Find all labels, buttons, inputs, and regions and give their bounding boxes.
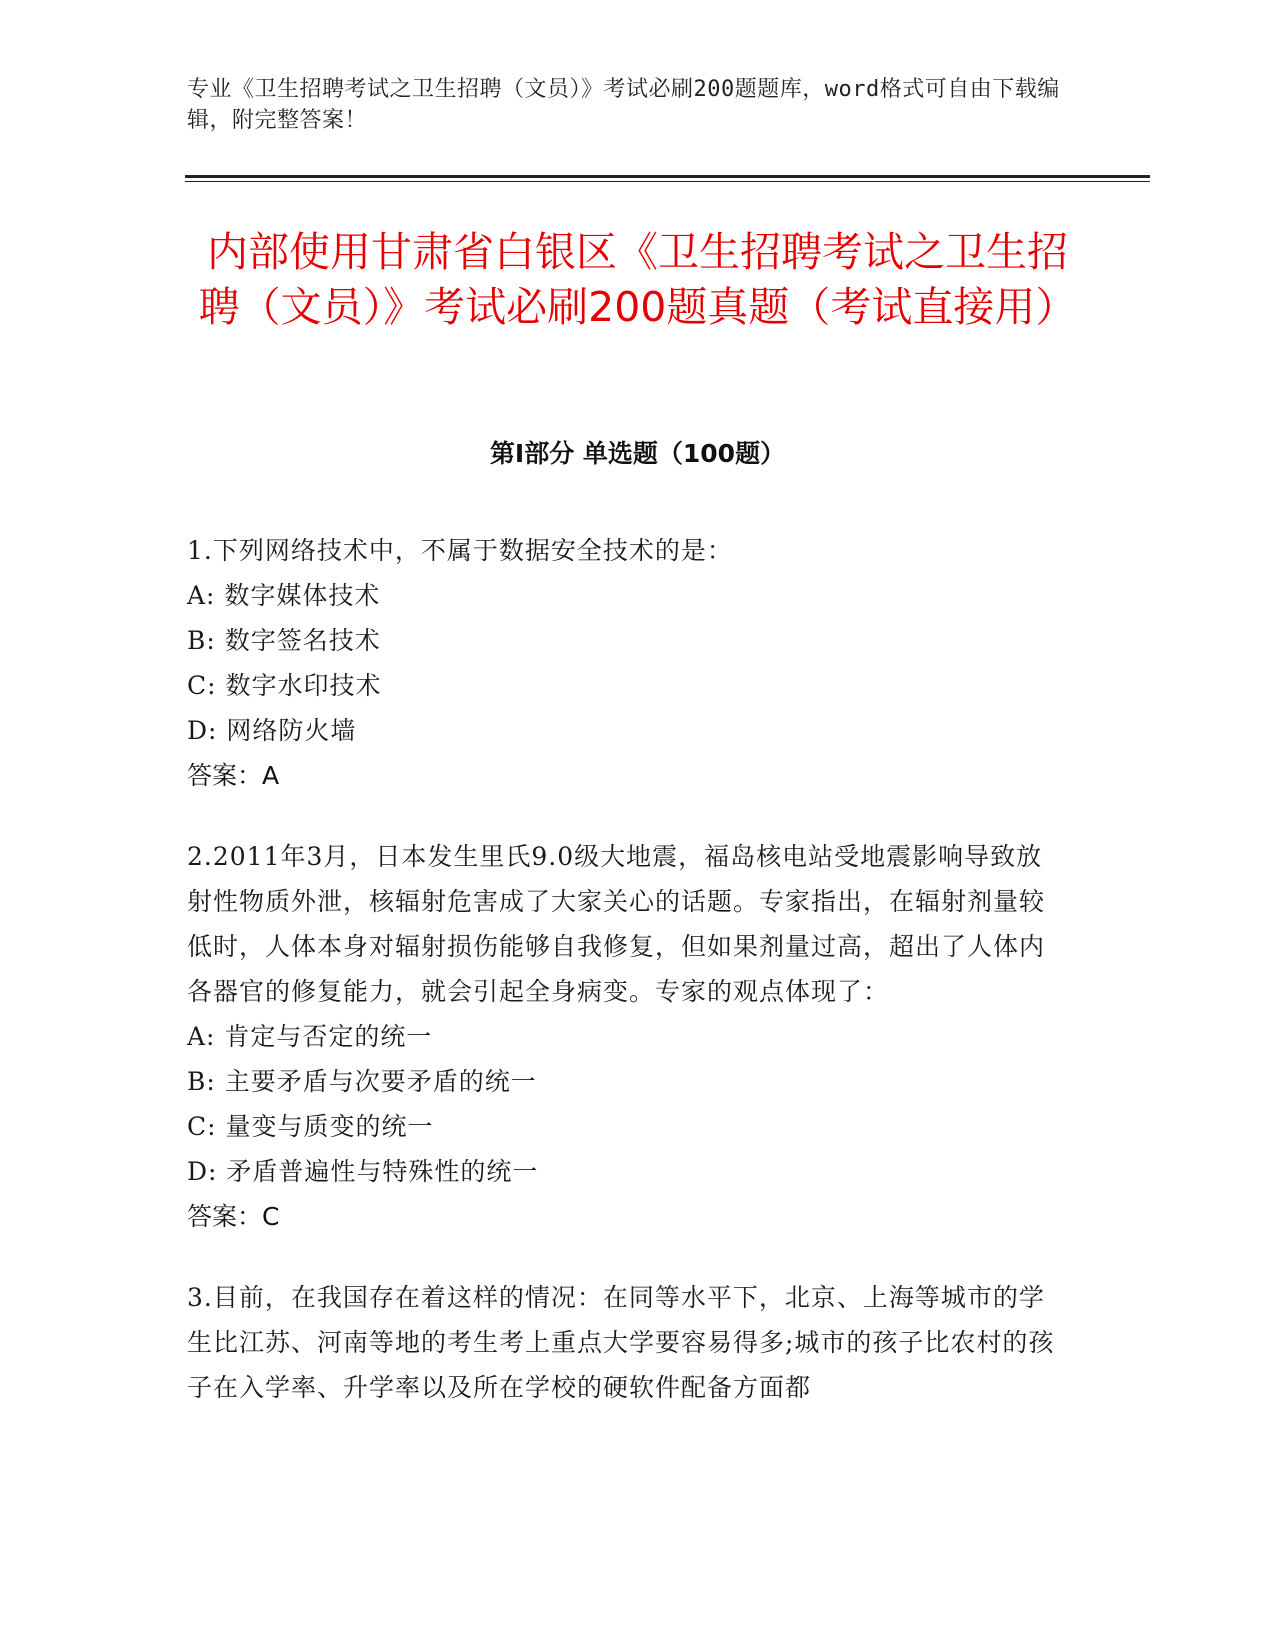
section-heading: 第Ⅰ部分 单选题（100题） <box>489 439 786 468</box>
answer-label: 答案：A <box>187 761 280 790</box>
option-c: C: 数字水印技术 <box>187 671 382 700</box>
question-3 <box>187 1275 1067 1410</box>
header-note: 专业《卫生招聘考试之卫生招聘（文员）》考试必刷200题题库，word格式可自由下载编辑，附完整答案！ <box>187 77 1060 133</box>
question-list <box>187 528 1067 1446</box>
question-stem: 2.2011年3月，日本发生里氏9.0级大地震，福岛核电站受地震影响导致放射性物质外泄，核辐射危害成了大家关心的话题。专家指出，在辐射剂量较低时，人体本身对辐射损伤能够自我修复，但如果剂量过高，超出了人体内各器官的修复能力，就会引起全身病变。专家的观点体现了： <box>187 842 1046 1006</box>
option-b: B: 数字签名技术 <box>187 626 381 655</box>
question-1 <box>187 528 1067 798</box>
header-divider-thin <box>185 181 1150 182</box>
question-stem: 3.目前，在我国存在着这样的情况：在同等水平下，北京、上海等城市的学生比江苏、河南等地的考生考上重点大学要容易得多;城市的孩子比农村的孩子在入学率、升学率以及所在学校的硬软件配备方面都 <box>187 1283 1055 1402</box>
header-divider-thick <box>185 175 1150 178</box>
option-b: B: 主要矛盾与次要矛盾的统一 <box>187 1067 537 1096</box>
answer-label: 答案：C <box>187 1202 280 1231</box>
option-c: C: 量变与质变的统一 <box>187 1112 434 1141</box>
option-d: D: 矛盾普遍性与特殊性的统一 <box>187 1157 539 1186</box>
question-stem: 1.下列网络技术中，不属于数据安全技术的是： <box>187 536 733 565</box>
question-2 <box>187 834 1067 1239</box>
option-a: A: 数字媒体技术 <box>187 581 381 610</box>
option-a: A: 肯定与否定的统一 <box>187 1022 433 1051</box>
document-title: 内部使用甘肃省白银区《卫生招聘考试之卫生招聘（文员）》考试必刷200题真题（考试直接用） <box>198 228 1077 331</box>
option-d: D: 网络防火墙 <box>187 716 357 745</box>
